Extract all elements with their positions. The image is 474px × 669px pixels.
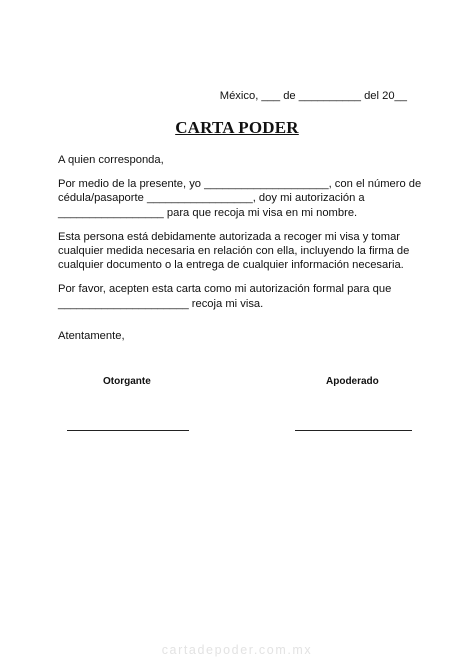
paragraph-scope xyxy=(58,230,418,273)
paragraph-line: _________________ para que recoja mi visa en mi nombre. xyxy=(58,206,358,219)
paragraph-line: _____________________ recoja mi visa. xyxy=(58,297,264,310)
greeting-text: A quien corresponda, xyxy=(58,154,164,166)
letter-body xyxy=(58,153,422,321)
closing-text: Atentamente, xyxy=(58,330,125,342)
watermark: cartadepoder.com.mx xyxy=(161,643,313,657)
paragraph-line: Por medio de la presente, yo ____________________, con el número de xyxy=(58,178,422,191)
paragraph-line: Por favor, acepten esta carta como mi autorización formal para que xyxy=(58,283,392,296)
signature-label-apoderado: Apoderado xyxy=(326,376,379,387)
signature-line-otorgante xyxy=(67,430,189,431)
signature-line-apoderado xyxy=(295,430,412,431)
paragraph-line: cualquier medida necesaria en relación con ella, incluyendo la firma de xyxy=(58,245,410,258)
date-line: México, ___ de __________ del 20__ xyxy=(219,90,407,102)
greeting xyxy=(58,153,418,167)
paragraph-line: cualquier documento o la entrega de cualquier información necesaria. xyxy=(58,259,404,272)
signature-label-otorgante: Otorgante xyxy=(103,376,151,387)
paragraph-line: cédula/pasaporte _________________, doy mi autorización a xyxy=(58,192,365,205)
document-title: CARTA PODER xyxy=(175,118,299,137)
paragraph-authorization xyxy=(58,177,422,220)
paragraph-request xyxy=(58,282,418,310)
paragraph-line: Esta persona está debidamente autorizada a recoger mi visa y tomar xyxy=(58,230,401,243)
